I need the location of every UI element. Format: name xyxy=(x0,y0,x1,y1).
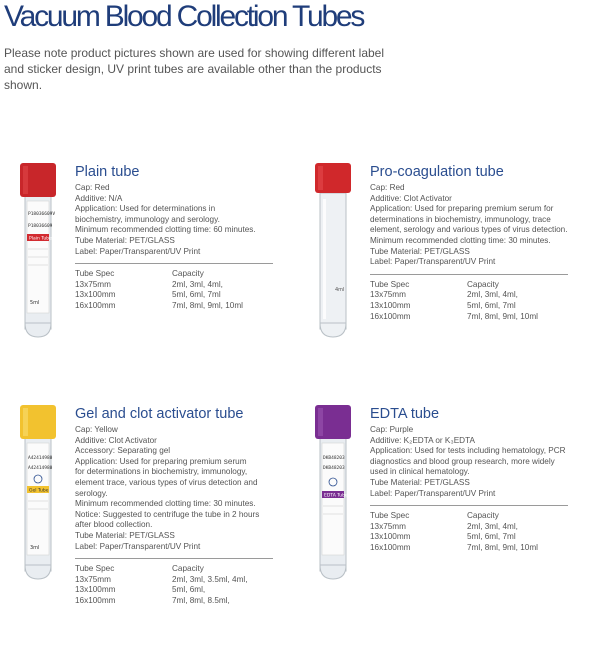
spec-tube-size: 16x100mm xyxy=(75,595,116,605)
pro-coagulation-tube-title: Pro-coagulation tube xyxy=(370,164,504,180)
gel-tube-additive: Additive: Clot Activator xyxy=(75,435,157,445)
edta-tube-details xyxy=(370,405,600,554)
gel-tube-image xyxy=(18,405,58,580)
table-row xyxy=(75,301,243,312)
spec-header-row xyxy=(370,280,538,291)
table-row xyxy=(370,522,538,533)
plain-tube-label-code-1: P18036609V xyxy=(28,212,56,217)
edta-tube-cap: Cap: Purple xyxy=(370,425,414,434)
pro-coagulation-tube-application-3: element, serology and various types of virus detection. xyxy=(370,225,568,235)
spec-tube-size: 16x100mm xyxy=(370,311,411,321)
spec-header-row xyxy=(75,269,243,280)
pro-coagulation-tube-clotting-time: Minimum recommended clotting time: 30 minutes. xyxy=(370,235,551,245)
edta-tube-attributes xyxy=(370,425,600,499)
plain-tube-label-code-2: P18036609 xyxy=(28,224,53,229)
edta-tube-application-3: used in clinical hematology. xyxy=(370,467,470,477)
table-row xyxy=(370,543,538,554)
pro-coagulation-tube-attributes xyxy=(370,183,600,268)
spec-tube-size: 13x100mm xyxy=(75,290,116,300)
plain-tube-attributes xyxy=(75,183,307,257)
pro-coagulation-tube-label-type: Label: Paper/Transparent/UV Print xyxy=(370,257,496,267)
spec-capacity: 2ml, 3ml, 4ml, xyxy=(172,279,223,289)
spec-header-capacity: Capacity xyxy=(172,269,204,279)
gel-tube-divider xyxy=(75,558,273,559)
plain-tube-label-volume: 5ml xyxy=(30,300,40,306)
spec-header-tube: Tube Spec xyxy=(370,511,410,521)
plain-tube-label-type: Label: Paper/Transparent/UV Print xyxy=(75,246,201,256)
edta-tube-additive: Additive: K₂EDTA or K₃EDTA xyxy=(370,435,475,445)
product-gel-clot-activator-tube xyxy=(18,405,308,655)
plain-tube-application-1: Application: Used for determinations in xyxy=(75,204,216,214)
plain-tube-details xyxy=(75,163,307,312)
gel-tube-accessory: Accessory: Separating gel xyxy=(75,446,171,456)
edta-tube-spec-table xyxy=(370,511,538,553)
gel-tube-cap: Cap: Yellow xyxy=(75,425,118,434)
gel-tube-label-type: Label: Paper/Transparent/UV Print xyxy=(75,541,201,551)
spec-tube-size: 13x75mm xyxy=(75,574,111,584)
pro-coagulation-tube-material: Tube Material: PET/GLASS xyxy=(370,246,470,256)
spec-header-tube: Tube Spec xyxy=(370,279,410,289)
table-row xyxy=(75,585,248,596)
spec-tube-size: 13x75mm xyxy=(370,521,406,531)
spec-tube-size: 13x75mm xyxy=(75,279,111,289)
page-title: Vacuum Blood Collection Tubes xyxy=(4,0,364,33)
edta-tube-image xyxy=(313,405,353,580)
spec-header-capacity: Capacity xyxy=(172,564,204,574)
edta-tube-material: Tube Material: PET/GLASS xyxy=(370,477,470,487)
plain-tube-application-2: biochemistry, immunology and serology. xyxy=(75,214,220,224)
edta-tube-divider xyxy=(370,505,568,506)
spec-capacity: 5ml, 6ml, 7ml xyxy=(467,300,516,310)
spec-capacity: 7ml, 8ml, 8.5ml, xyxy=(172,595,230,605)
table-row xyxy=(370,301,538,312)
product-plain-tube xyxy=(18,163,308,413)
spec-capacity: 7ml, 8ml, 9ml, 10ml xyxy=(467,311,538,321)
edta-tube-label-type: Label: Paper/Transparent/UV Print xyxy=(370,488,496,498)
spec-capacity: 5ml, 6ml, xyxy=(172,585,206,595)
table-row xyxy=(75,575,248,586)
pro-coagulation-tube-spec-table xyxy=(370,280,538,322)
spec-capacity: 2ml, 3ml, 4ml, xyxy=(467,290,518,300)
table-row xyxy=(75,280,243,291)
plain-tube-cap: Cap: Red xyxy=(75,183,110,192)
spec-tube-size: 13x75mm xyxy=(370,290,406,300)
edta-tube-application-2: diagnostics and blood group research, more widely xyxy=(370,456,555,466)
gel-tube-clotting-time: Minimum recommended clotting time: 30 minutes. xyxy=(75,499,256,509)
spec-tube-size: 16x100mm xyxy=(75,300,116,310)
gel-tube-notice-1: Notice: Suggested to centrifuge the tube in 2 hours xyxy=(75,509,260,519)
pro-coagulation-tube-application-1: Application: Used for preparing premium serum for xyxy=(370,204,554,214)
table-row xyxy=(75,290,243,301)
table-row xyxy=(370,290,538,301)
pro-coagulation-tube-image xyxy=(313,163,353,338)
plain-tube-label-band: Plain Tube xyxy=(29,236,52,242)
plain-tube-spec-table xyxy=(75,269,243,311)
gel-tube-application-4: serology. xyxy=(75,488,108,498)
product-pro-coagulation-tube xyxy=(313,163,600,413)
gel-tube-label-band: Gel Tube xyxy=(29,488,49,494)
spec-header-row xyxy=(75,564,248,575)
table-row xyxy=(370,532,538,543)
pro-coagulation-tube-divider xyxy=(370,274,568,275)
plain-tube-divider xyxy=(75,263,273,264)
spec-capacity: 5ml, 6ml, 7ml xyxy=(467,532,516,542)
spec-tube-size: 13x100mm xyxy=(370,300,411,310)
plain-tube-additive: Additive: N/A xyxy=(75,193,123,203)
plain-tube-image xyxy=(18,163,58,338)
edta-tube-label-band: EDTA Tube xyxy=(324,493,348,499)
intro-text: Please note product pictures shown are used for showing different label and sticker design, UV print tubes are available other than the products shown. xyxy=(4,46,385,92)
edta-tube-title: EDTA tube xyxy=(370,406,440,422)
gel-tube-spec-table xyxy=(75,564,248,606)
spec-capacity: 2ml, 3ml, 3.5ml, 4ml, xyxy=(172,574,248,584)
spec-header-capacity: Capacity xyxy=(467,511,499,521)
spec-capacity: 5ml, 6ml, 7ml xyxy=(172,290,221,300)
pro-coagulation-tube-cap: Cap: Red xyxy=(370,183,405,192)
spec-header-tube: Tube Spec xyxy=(75,564,115,574)
product-edta-tube xyxy=(313,405,600,655)
edta-tube-label-code-2: DKB48203 xyxy=(323,466,345,471)
spec-header-capacity: Capacity xyxy=(467,279,499,289)
spec-capacity: 2ml, 3ml, 4ml, xyxy=(467,521,518,531)
pro-coagulation-tube-details xyxy=(370,163,600,322)
table-row xyxy=(75,596,248,607)
plain-tube-title: Plain tube xyxy=(75,164,140,180)
spec-tube-size: 13x100mm xyxy=(75,585,116,595)
spec-capacity: 7ml, 8ml, 9ml, 10ml xyxy=(172,300,243,310)
gel-tube-application-1: Application: Used for preparing premium serum xyxy=(75,456,247,466)
plain-tube-clotting-time: Minimum recommended clotting time: 60 minutes. xyxy=(75,225,256,235)
table-row xyxy=(370,312,538,323)
gel-tube-label-code-2: A42414980 xyxy=(28,466,53,471)
gel-tube-title: Gel and clot activator tube xyxy=(75,406,244,422)
gel-tube-material: Tube Material: PET/GLASS xyxy=(75,530,175,540)
gel-tube-label-volume: 3ml xyxy=(30,545,40,551)
spec-header-row xyxy=(370,511,538,522)
gel-tube-attributes xyxy=(75,425,307,552)
plain-tube-material: Tube Material: PET/GLASS xyxy=(75,235,175,245)
edta-tube-application-1: Application: Used for tests including hematology, PCR xyxy=(370,446,566,456)
gel-tube-notice-2: after blood collection. xyxy=(75,520,153,530)
gel-tube-application-2: for determinations in biochemistry, immunology, xyxy=(75,467,248,477)
spec-header-tube: Tube Spec xyxy=(75,269,115,279)
edta-tube-label-code-1: DKB48203 xyxy=(323,456,345,461)
gel-tube-details xyxy=(75,405,307,607)
pro-coagulation-tube-additive: Additive: Clot Activator xyxy=(370,193,452,203)
gel-tube-application-3: element trace, various types of virus detection and xyxy=(75,477,258,487)
spec-tube-size: 16x100mm xyxy=(370,542,411,552)
gel-tube-label-code-1: A42414980 xyxy=(28,456,53,461)
pro-coagulation-tube-label-volume: 4ml xyxy=(335,287,345,293)
spec-capacity: 7ml, 8ml, 9ml, 10ml xyxy=(467,542,538,552)
pro-coagulation-tube-application-2: determinations in biochemistry, immunology, trace xyxy=(370,214,551,224)
spec-tube-size: 13x100mm xyxy=(370,532,411,542)
